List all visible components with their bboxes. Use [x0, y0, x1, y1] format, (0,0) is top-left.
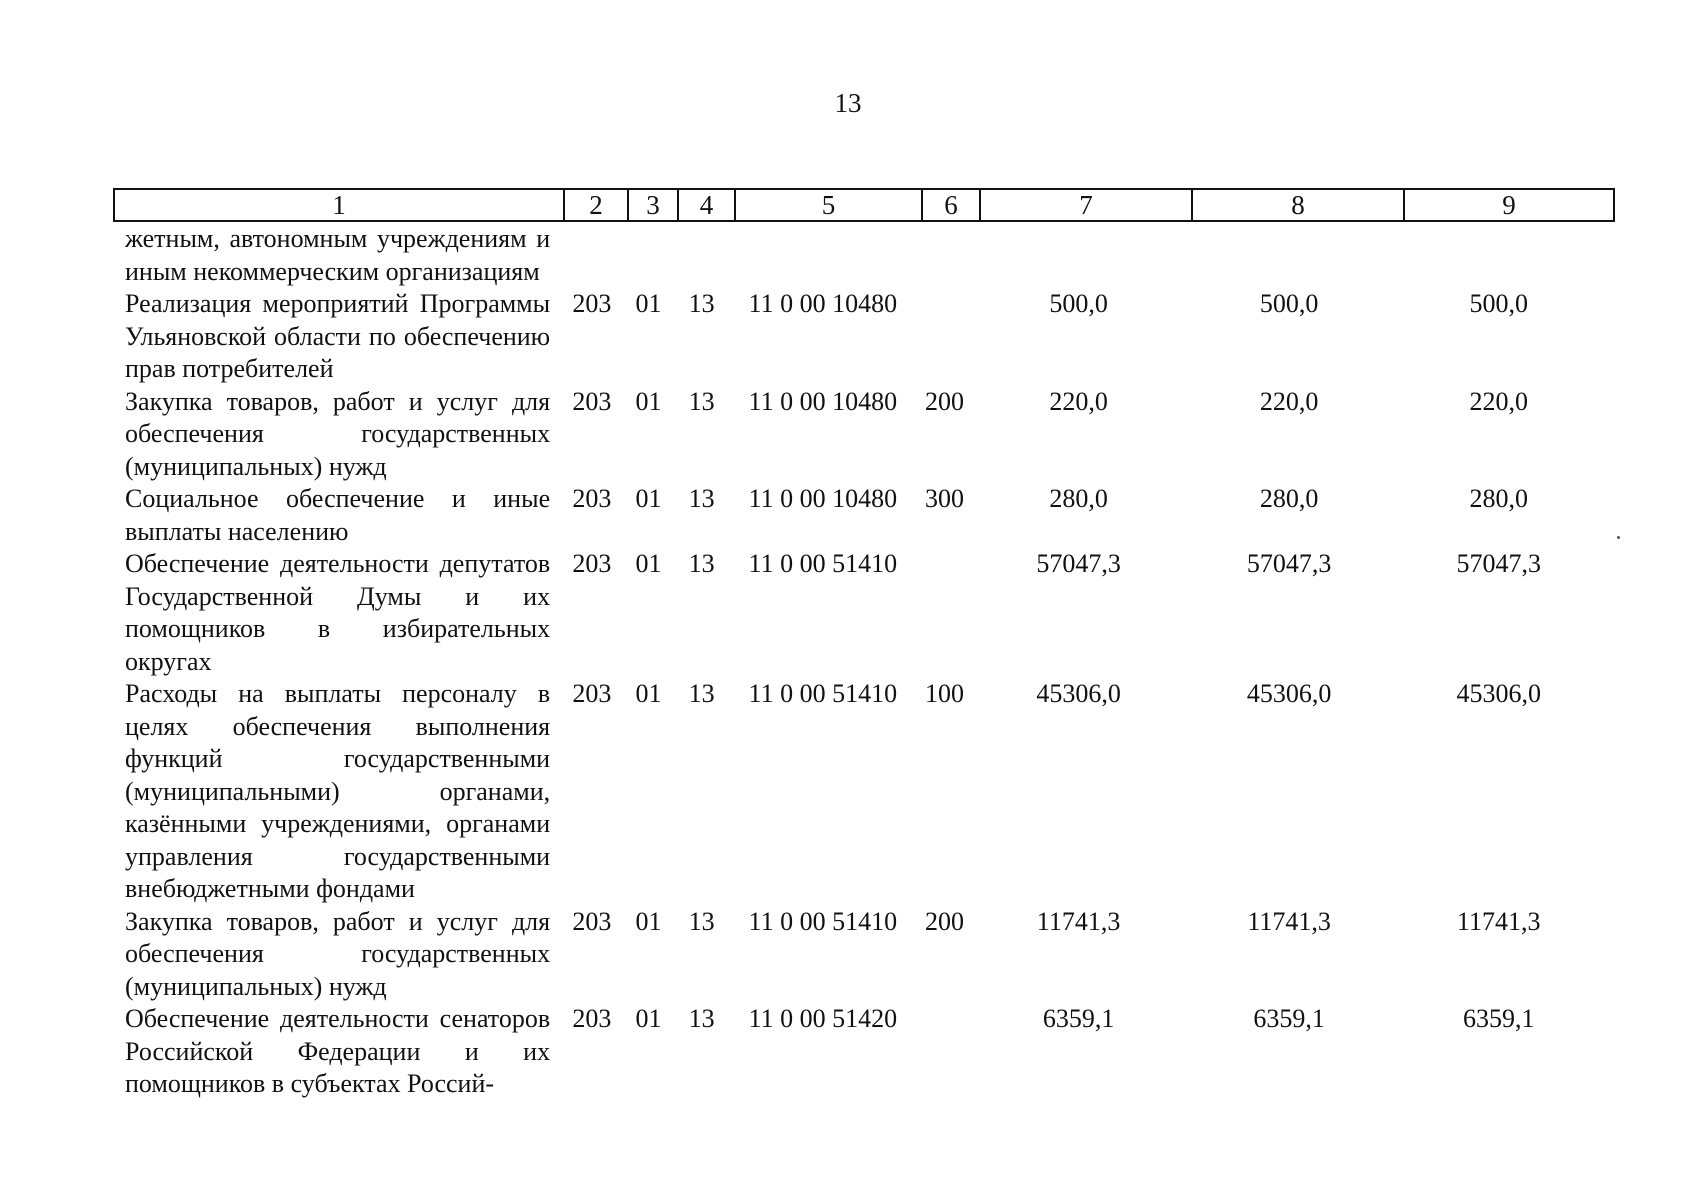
page-number: 13 — [834, 88, 862, 118]
row-col-9: 57047,3 — [1456, 549, 1541, 578]
row-name: Расходы на выплаты персоналу в целях обеспечения выполнения функций государственными (муниципальными) органами, казёнными учреждениями, органами управления государственными внебюджетными фондами — [125, 679, 551, 903]
table-row — [113, 223, 1603, 288]
table-body — [113, 223, 1603, 1101]
row-col-8: 500,0 — [1259, 289, 1319, 318]
row-col-6: 200 — [924, 906, 964, 936]
header-col-4: 4 — [678, 189, 735, 221]
row-col-2: 203 — [572, 906, 612, 936]
row-name: Обеспечение деятельности сенаторов Российской Федерации и их помощников в субъектах Россий- — [125, 1004, 551, 1098]
row-name: Социальное обеспечение и иные выплаты населению — [125, 484, 551, 546]
row-name: Обеспечение деятельности депутатов Государственной Думы и их помощников в избирательных округах — [125, 549, 551, 676]
row-col-8: 280,0 — [1259, 484, 1319, 513]
row-col-2: 203 — [572, 484, 612, 513]
header-col-7: 7 — [980, 189, 1192, 221]
row-col-9: 11741,3 — [1456, 906, 1541, 936]
row-col-4: 13 — [688, 906, 715, 936]
row-col-3: 01 — [635, 1004, 662, 1033]
row-col-5 — [730, 223, 916, 288]
header-col-8: 8 — [1192, 189, 1404, 221]
row-col-2: 203 — [572, 549, 612, 578]
row-col-9: 280,0 — [1469, 484, 1528, 513]
table-row — [113, 548, 1603, 678]
row-col-4: 13 — [688, 289, 715, 318]
row-col-6 — [916, 223, 974, 288]
row-col-4: 13 — [688, 1004, 715, 1033]
row-name: Закупка товаров, работ и услуг для обеспечения государственных (муниципальных) нужд — [125, 386, 551, 481]
row-col-8: 6359,1 — [1253, 1004, 1325, 1033]
row-col-5: 11 0 00 51410 — [748, 906, 898, 936]
row-col-5: 11 0 00 10480 — [748, 386, 898, 416]
row-col-9: 500,0 — [1469, 289, 1528, 318]
row-col-7: 500,0 — [1049, 289, 1108, 318]
table-row — [113, 906, 1603, 1004]
row-name: Закупка товаров, работ и услуг для обеспечения государственных (муниципальных) нужд — [125, 906, 551, 1001]
row-col-6 — [916, 288, 974, 386]
row-col-6: 200 — [924, 386, 964, 416]
row-col-7: 45306,0 — [1036, 679, 1121, 708]
row-col-8: 45306,0 — [1246, 679, 1332, 708]
row-col-8: 11741,3 — [1247, 906, 1331, 936]
row-col-5: 11 0 00 51420 — [748, 1004, 898, 1033]
row-col-3: 01 — [635, 549, 662, 578]
row-col-9: 45306,0 — [1456, 679, 1541, 708]
table-row — [113, 288, 1603, 386]
row-col-2: 203 — [572, 679, 612, 708]
header-col-9: 9 — [1404, 189, 1614, 221]
row-col-5: 11 0 00 10480 — [748, 289, 898, 318]
row-col-7: 57047,3 — [1036, 549, 1121, 578]
row-col-6 — [916, 1003, 974, 1101]
row-col-3 — [624, 223, 674, 288]
row-col-6: 100 — [924, 679, 964, 708]
row-col-7: 220,0 — [1049, 386, 1108, 416]
row-col-6: 300 — [924, 484, 964, 513]
row-name: жетным, автономным учреждениям и иным некоммерческим организациям — [125, 224, 551, 286]
row-col-5: 11 0 00 51410 — [748, 549, 898, 578]
table-row — [113, 1003, 1603, 1101]
row-col-8: 57047,3 — [1246, 549, 1332, 578]
row-col-7: 280,0 — [1049, 484, 1108, 513]
row-name: Реализация мероприятий Программы Ульяновской области по обеспечению прав потребителей — [125, 289, 551, 383]
header-col-6: 6 — [922, 189, 980, 221]
row-col-2: 203 — [572, 386, 612, 416]
row-col-4: 13 — [688, 484, 715, 513]
row-col-5: 11 0 00 10480 — [748, 484, 898, 513]
row-col-3: 01 — [635, 289, 662, 318]
row-col-7 — [973, 223, 1184, 288]
row-col-9 — [1394, 223, 1603, 288]
table-header — [113, 188, 1615, 222]
row-col-3: 01 — [635, 679, 662, 708]
row-col-8: 220,0 — [1259, 386, 1319, 416]
table-row — [113, 678, 1603, 906]
row-col-4: 13 — [688, 386, 715, 416]
table-row — [113, 483, 1603, 548]
header-col-1: 1 — [114, 189, 564, 221]
row-col-7: 6359,1 — [1042, 1004, 1115, 1033]
row-col-3: 01 — [635, 484, 662, 513]
header-col-5: 5 — [735, 189, 922, 221]
row-col-4 — [673, 223, 730, 288]
row-col-3: 01 — [635, 906, 662, 936]
row-col-2 — [560, 223, 624, 288]
row-col-9: 6359,1 — [1462, 1004, 1535, 1033]
row-col-4: 13 — [688, 549, 715, 578]
row-col-3: 01 — [635, 386, 662, 416]
row-col-2: 203 — [572, 1004, 612, 1033]
row-col-9: 220,0 — [1469, 386, 1528, 416]
table-row — [113, 386, 1603, 484]
row-col-2: 203 — [572, 289, 612, 318]
row-col-6 — [916, 548, 974, 678]
scan-speck — [1617, 536, 1620, 539]
header-col-3: 3 — [628, 189, 678, 221]
header-col-2: 2 — [564, 189, 628, 221]
row-col-5: 11 0 00 51410 — [748, 679, 898, 708]
row-col-8 — [1184, 223, 1395, 288]
row-col-7: 11741,3 — [1036, 906, 1121, 936]
row-col-4: 13 — [688, 679, 715, 708]
